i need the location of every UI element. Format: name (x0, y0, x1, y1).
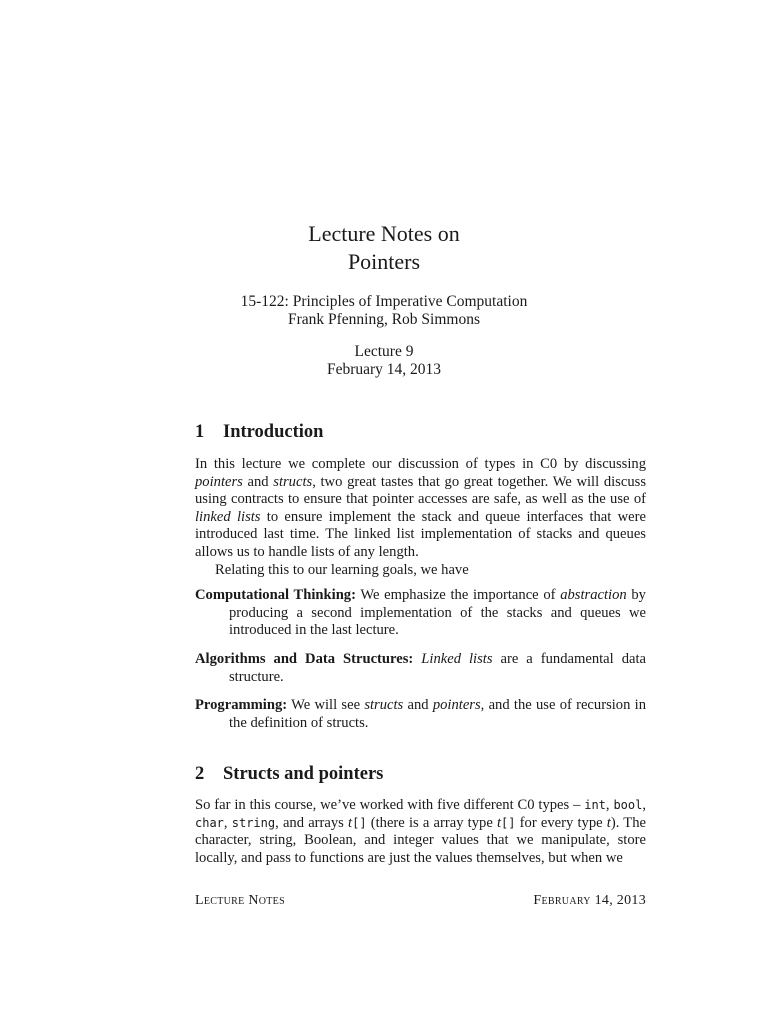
section-title: Introduction (223, 422, 324, 442)
section-2-body (195, 797, 646, 867)
footer-left: Lecture Notes (195, 893, 285, 908)
goal-item: Programming: We will see structs and pointers, and the use of recursion in the definition of structs. (195, 697, 647, 731)
section-1-heading-wrap (195, 421, 646, 443)
title-line-2: Pointers (347, 249, 421, 274)
lecture-info (0, 343, 768, 379)
section-title: Structs and pointers (223, 764, 384, 784)
intro-paragraph: In this lecture we complete our discussion of types in C0 by discussing pointers and structs, two great tastes that go great together. We will discuss using contracts to ensure that pointer accesses are safe, as well as the use of linked lists to ensure implement the stack and queue interfaces that were introduced last time. The linked list implementation of stacks and queues allows us to handle lists of any length. (195, 456, 646, 560)
section-2-heading-wrap (195, 763, 646, 785)
page-footer (195, 893, 646, 909)
goals-intro: Relating this to our learning goals, we have (215, 561, 469, 578)
authors: Frank Pfenning, Rob Simmons (287, 311, 481, 328)
title-line-1: Lecture Notes on (308, 221, 460, 246)
section-heading (195, 421, 646, 443)
footer-right: February 14, 2013 (533, 893, 646, 908)
goal-item: Algorithms and Data Structures: Linked lists are a fundamental data structure. (195, 650, 647, 685)
title-block (0, 220, 768, 276)
lecture-date: February 14, 2013 (326, 361, 442, 378)
goal-item: Computational Thinking: We emphasize the importance of abstraction by producing a second implementation of the stacks and queues we introduced in the last lecture. (195, 587, 646, 639)
section-1-body (195, 456, 646, 732)
section-heading (195, 763, 646, 785)
section-number: 1 (195, 422, 205, 442)
course-name: 15-122: Principles of Imperative Computation (240, 293, 528, 310)
course-info (0, 293, 768, 329)
section-number: 2 (195, 764, 205, 784)
lecture-number: Lecture 9 (354, 343, 414, 360)
structs-paragraph: So far in this course, we’ve worked with five different C0 types – int, bool, char, string, and arrays t[] (there is a array type t[] for every type t). The character, string, Boolean, and integer values that we manipulate, store locally, and pass to functions are just the values themselves, but when we (195, 797, 647, 866)
